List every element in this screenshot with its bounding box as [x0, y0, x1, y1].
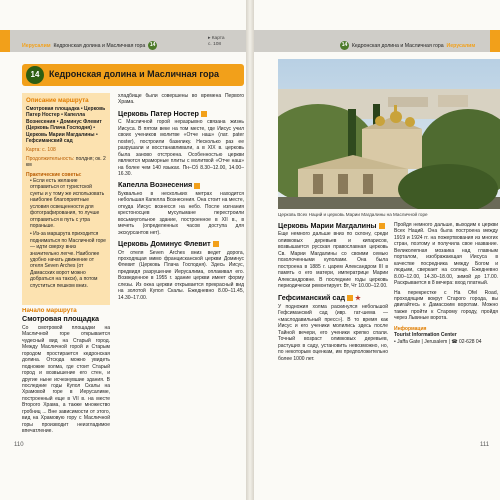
route-number-badge: 14: [26, 66, 44, 84]
route-sidebar: [22, 93, 110, 305]
left-running-header: [22, 41, 157, 50]
right-right-column: [394, 222, 498, 458]
map-marker-icon: [201, 111, 207, 117]
ascension-body: Буквально в нескольких метрах находится небольшая Капелла Вознесения. Она стоит на месте, откуда Иисус вознесся на небо. После изгнания крестоносцев мусульмане перестроили восьмиугольное здание, построенное в XII в., в мечеть (определенных часов доступа для экскурсантов нет).: [118, 190, 244, 236]
photo-caption: Церковь Всех Наций и церковь Марии Магдалины на Масличной горе: [278, 212, 428, 217]
info-heading: Информация: [394, 325, 427, 332]
right-page: [254, 0, 500, 500]
page-number-left: 110: [14, 442, 24, 448]
map-reference: [208, 36, 225, 48]
tip-1: • Если есть желание отправиться от туристской суеты и у тому же использовать наиболее благоприятные условия освещенности для фотографирования, то лучше отправиться в путь с утра пораньше.: [30, 178, 105, 229]
info-title: Tourist Information Center: [394, 332, 457, 339]
map-marker-icon: [347, 295, 353, 301]
route-title: Кедронская долина и Масличная гора: [49, 69, 220, 79]
left-edge-tab: [0, 30, 10, 52]
tips-heading: Практические советы:: [26, 171, 82, 178]
header-title: Кедронская долина и Масличная гора: [351, 42, 444, 49]
header-number-badge: 14: [341, 42, 348, 48]
section-title-pater-noster: Церковь Патер Ностер: [118, 111, 244, 117]
header-title: Кедронская долина и Масличная гора: [53, 42, 146, 49]
left-page: [0, 0, 246, 500]
map-marker-icon: [194, 183, 200, 189]
right-running-header: [340, 41, 475, 50]
duration-label: Продолжительность:: [26, 155, 75, 162]
page-number-right: 111: [480, 442, 490, 448]
start-heading: Начало маршрута: [22, 308, 77, 314]
sidebar-heading: Описание маршрута: [26, 97, 89, 104]
map-marker-icon: [213, 241, 219, 247]
left-main-column: [118, 93, 244, 458]
map-marker-icon: [379, 223, 385, 229]
section-title-magdalene: Церковь Марии Магдалины: [278, 223, 388, 229]
start-body: Со смотровой площадки на Масличной горе открывается чудесный вид на Старый город. Между Масличной горой и Старым городом простирается кедронская долина. Отсюда можно увидеть подножие холма, где стоит Старый город и возвышение его стен, и другие ныне исчезнувшие здания. В последние годы Купол Скалы на Храмовой горе в Иерусалиме, построенный еще в VII в. на месте Второго Храма, а также множество гробниц ... Вне зависимости от этого, вид на Храмовую гору с Масличной горы производит неизгладимое впечатление.: [22, 324, 110, 435]
all-nations-body: Пройдя немного дальше, выходим к церкви Всех Наций. Она была построена между 1919 и 1924 гг. на пожертвования из многих стран, поэтому и получила свое название. Великолепная мозаика над главным порталом, изображающая Иисуса в качестве посредника между Богом и людьми, сверкает на солнце. Ежедневно 8.00–12.00, 14.30–18.00, зимой до 17.00. Раскрывается в 8 вечера: вход платный.: [394, 222, 498, 287]
sidebar-route-line: Смотровая площадка • Церковь Патер Ностер • Капелла Вознесения • Доминус Флевит (Церковь Плача Господня) • Церковь Марии Магдалины • Гефсиманский сад: [26, 106, 106, 145]
route-start-section: [22, 308, 110, 458]
header-category: Иерусалим: [446, 42, 476, 49]
map-ref-line-2: с. 108: [208, 42, 222, 47]
column-intro: хладбище были совершены во времена Первого Храма.: [118, 93, 244, 106]
route-title-box: [22, 64, 244, 86]
header-category: Иерусалим: [22, 42, 51, 49]
section-title-dominus-flevit: Церковь Доминус Флевит: [118, 241, 244, 247]
info-line: • Jaffa Gate | Jerusalem | ☎ 02-628 04: [394, 338, 482, 345]
section-title-gethsemane: Гефсиманский сад ★: [278, 292, 361, 302]
map-ref-line-1: ▸ Карта: [208, 36, 225, 41]
section-title-ascension: Капелла Вознесения: [118, 182, 244, 188]
dominus-flevit-body: От отеля Seven Arches вниз ведет дорога, проходящая мимо францисканской церкви Доминус Флевит (Церковь Плача Господня). Здесь Иисус, предвидя разрушение Иерусалима, оплакивал его. Возведенное в 1955 г. здание церкви имеет форму слезы. Из окна церкви открывается прекрасный вид на золотой Купол Скалы. Ежедневно 8.00–11.45, 14.30–17.00.: [118, 249, 244, 301]
right-edge-tab: [490, 30, 500, 52]
crossroads-body: На перекрестке с Ha Ofel Road, проходящим вокруг Старого города, вы двигайтесь к Дамасским воротам. Можно также пройти к Старому городу, пройдя через Львиные ворота.: [394, 289, 498, 322]
duration-value: полдня; ок. 2 км: [26, 155, 106, 169]
right-left-column: [278, 218, 388, 458]
pater-noster-body: С Масличной горой неразрывно связана жизнь Иисуса. В пятом веке на том месте, где Иисус учил своих учеников молитве «Отче наш» (лат. pater noster), построили базилику. Несколько раз ее разрушали и восстанавливали, а в XIX в. церковь была заново отстроена. Особенностью церкви являются мраморные плиты с молитвой «Отче наш» на более чем 140 языках. Пн–Сб 8.30–12.00, 14.00–16.30.: [118, 119, 244, 177]
star-icon: ★: [355, 294, 361, 302]
sidebar-map-line: Карта: с. 108: [26, 147, 56, 154]
gethsemane-body: У подножия холма раскинулся небольшой Гефсиманский сад (ивр. гат-шема — «маслодавильный пресс»). В то время как Иисус и его ученики молились здесь после Тайной вечери, его ученики крепко спали. Точный возраст оливковых деревьев, растущих в саду, установить невозможно, но, по некоторым оценкам, им предположительно более 1000 лет.: [278, 303, 388, 362]
start-title: Смотровая площадка: [22, 314, 99, 324]
tip-2: • Из-за маршрута приходится подниматься по Масличной горе — идти сверху вниз значительно легче. Наиболее удобно начать движение от отеля Seven Arches (от Дамасских ворот можно добраться на такси), а потом спуститься пешком вниз.: [30, 231, 106, 289]
magdalene-body: Еще немного дальше вниз по склону, среди оливковых деревьев и кипарисов, возвышается русская православная церковь Св. Марии Магдалины со своими семью позолоченными куполами. Она была построена в 1885 г. царем Александром III в память о его матери, императрице Марии Александровне. В последние годы церковь периодически ремонтирует. Вт, Чт 10.00–12.00.: [278, 231, 388, 290]
book-gutter: [246, 0, 254, 500]
church-photo: [278, 59, 500, 209]
header-number-badge: 14: [149, 42, 156, 48]
